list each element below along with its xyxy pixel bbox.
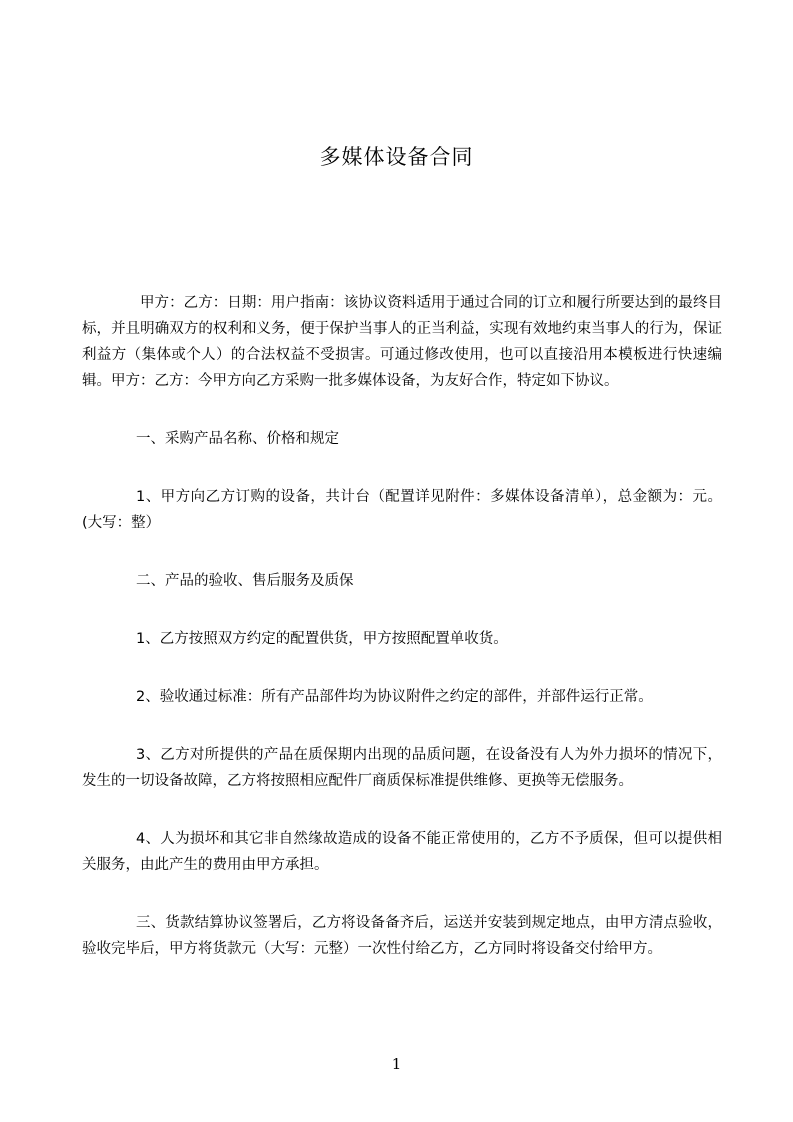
- section-one-item-1: 1、甲方向乙方订购的设备，共计台（配置详见附件：多媒体设备清单），总金额为：元。(大写：整）: [82, 489, 722, 531]
- section-three-paragraph: 三、货款结算协议签署后，乙方将设备备齐后，运送并安装到规定地点，由甲方清点验收，验收完毕后，甲方将货款元（大写：元整）一次性付给乙方，乙方同时将设备交付给甲方。: [82, 915, 722, 957]
- section-two-item-2: 2、验收通过标准：所有产品部件均为协议附件之约定的部件，并部件运行正常。: [136, 689, 653, 705]
- contract-body: [82, 290, 722, 962]
- section-one-heading: 一、采购产品名称、价格和规定: [136, 431, 339, 447]
- contract-title: 多媒体设备合同: [319, 145, 474, 169]
- page-number: 1: [391, 1055, 402, 1073]
- section-two-item-3: 3、乙方对所提供的产品在质保期内出现的品质问题，在设备没有人为外力损坏的情况下，发生的一切设备故障，乙方将按照相应配件厂商质保标准提供维修、更换等无偿服务。: [82, 747, 722, 789]
- section-two-item-4: 4、人为损坏和其它非自然缘故造成的设备不能正常使用的，乙方不予质保，但可以提供相关服务，由此产生的费用由甲方承担。: [82, 831, 722, 873]
- section-two-heading: 二、产品的验收、售后服务及质保: [136, 573, 354, 589]
- intro-paragraph: 甲方：乙方：日期：用户指南：该协议资料适用于通过合同的订立和履行所要达到的最终目标，并且明确双方的权利和义务，便于保护当事人的正当利益，实现有效地约束当事人的行为，保证利益方（集体或个人）的合法权益不受损害。可通过修改使用，也可以直接沿用本模板进行快速编辑。甲方：乙方：今甲方向乙方采购一批多媒体设备，为友好合作，特定如下协议。: [82, 295, 722, 389]
- section-two-item-1: 1、乙方按照双方约定的配置供货，甲方按照配置单收货。: [136, 631, 508, 647]
